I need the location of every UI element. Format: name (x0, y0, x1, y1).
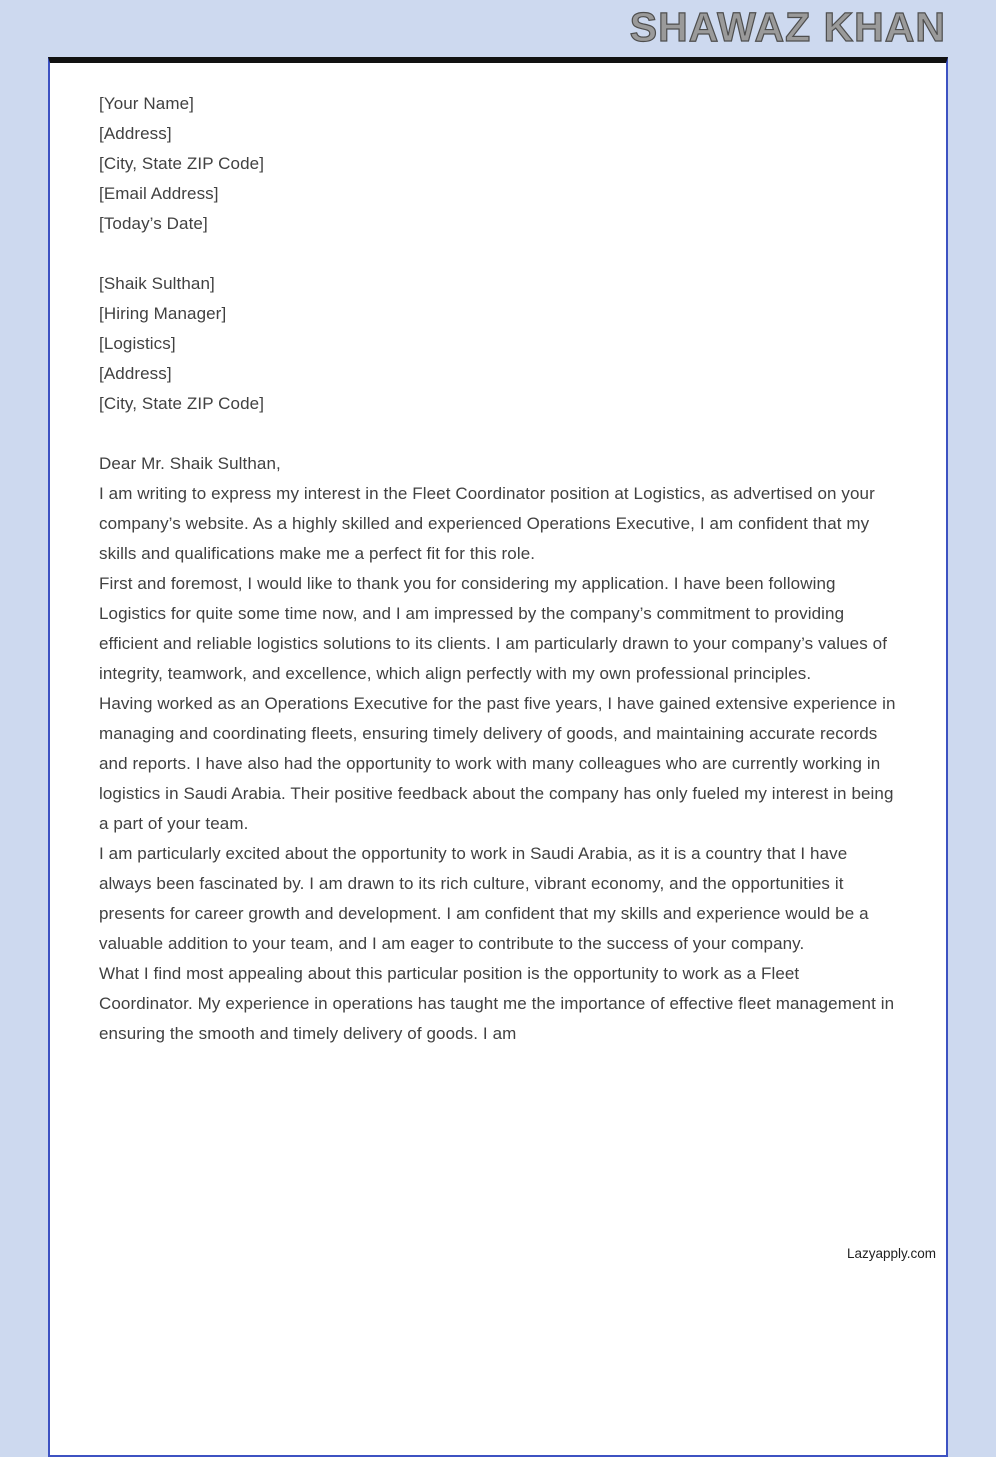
recipient-line: [Shaik Sulthan] (99, 274, 215, 293)
recipient-line: [Logistics] (99, 334, 176, 353)
sender-line: [Your Name] (99, 94, 194, 113)
salutation: Dear Mr. Shaik Sulthan, (99, 454, 281, 473)
sender-line: [Address] (99, 124, 172, 143)
paragraph-4: I am particularly excited about the opportunity to work in Saudi Arabia, as it is a country that I have always been fascinated by. I am drawn to its rich culture, vibrant economy, and the opportunities it presents for career growth and development. I am confident that my skills and experience would be a valuable addition to your team, and I am eager to contribute to the success of your company. (99, 844, 869, 953)
recipient-block (99, 269, 896, 419)
sender-line: [City, State ZIP Code] (99, 154, 265, 173)
sender-line: [Email Address] (99, 184, 219, 203)
watermark: Lazyapply.com (846, 1246, 936, 1261)
sender-block (99, 89, 896, 239)
letter-page (48, 57, 948, 1457)
sender-line: [Today’s Date] (99, 214, 208, 233)
brand-title: SHAWAZ KHAN (629, 4, 946, 50)
recipient-line: [City, State ZIP Code] (99, 394, 265, 413)
paragraph-5: What I find most appealing about this particular position is the opportunity to work as a Fleet Coordinator. My experience in operations has taught me the importance of effective fleet management in ensuring the smooth and timely delivery of goods. I am (99, 964, 895, 1043)
recipient-line: [Hiring Manager] (99, 304, 227, 323)
letter-body (50, 63, 946, 1089)
paragraph-3: Having worked as an Operations Executive for the past five years, I have gained extensive experience in managing and coordinating fleets, ensuring timely delivery of goods, and maintaining accurate records and reports. I have also had the opportunity to work with many colleagues who are currently working in logistics in Saudi Arabia. Their positive feedback about the company has only fueled my interest in being a part of your team. (99, 694, 896, 833)
paragraph-1: I am writing to express my interest in the Fleet Coordinator position at Logistics, as advertised on your company’s website. As a highly skilled and experienced Operations Executive, I am confident that my skills and qualifications make me a perfect fit for this role. (99, 484, 875, 563)
paragraph-2: First and foremost, I would like to thank you for considering my application. I have been following Logistics for quite some time now, and I am impressed by the company’s commitment to providing efficient and reliable logistics solutions to its clients. I am particularly drawn to your company’s values of integrity, teamwork, and excellence, which align perfectly with my own professional principles. (99, 574, 888, 683)
recipient-line: [Address] (99, 364, 172, 383)
